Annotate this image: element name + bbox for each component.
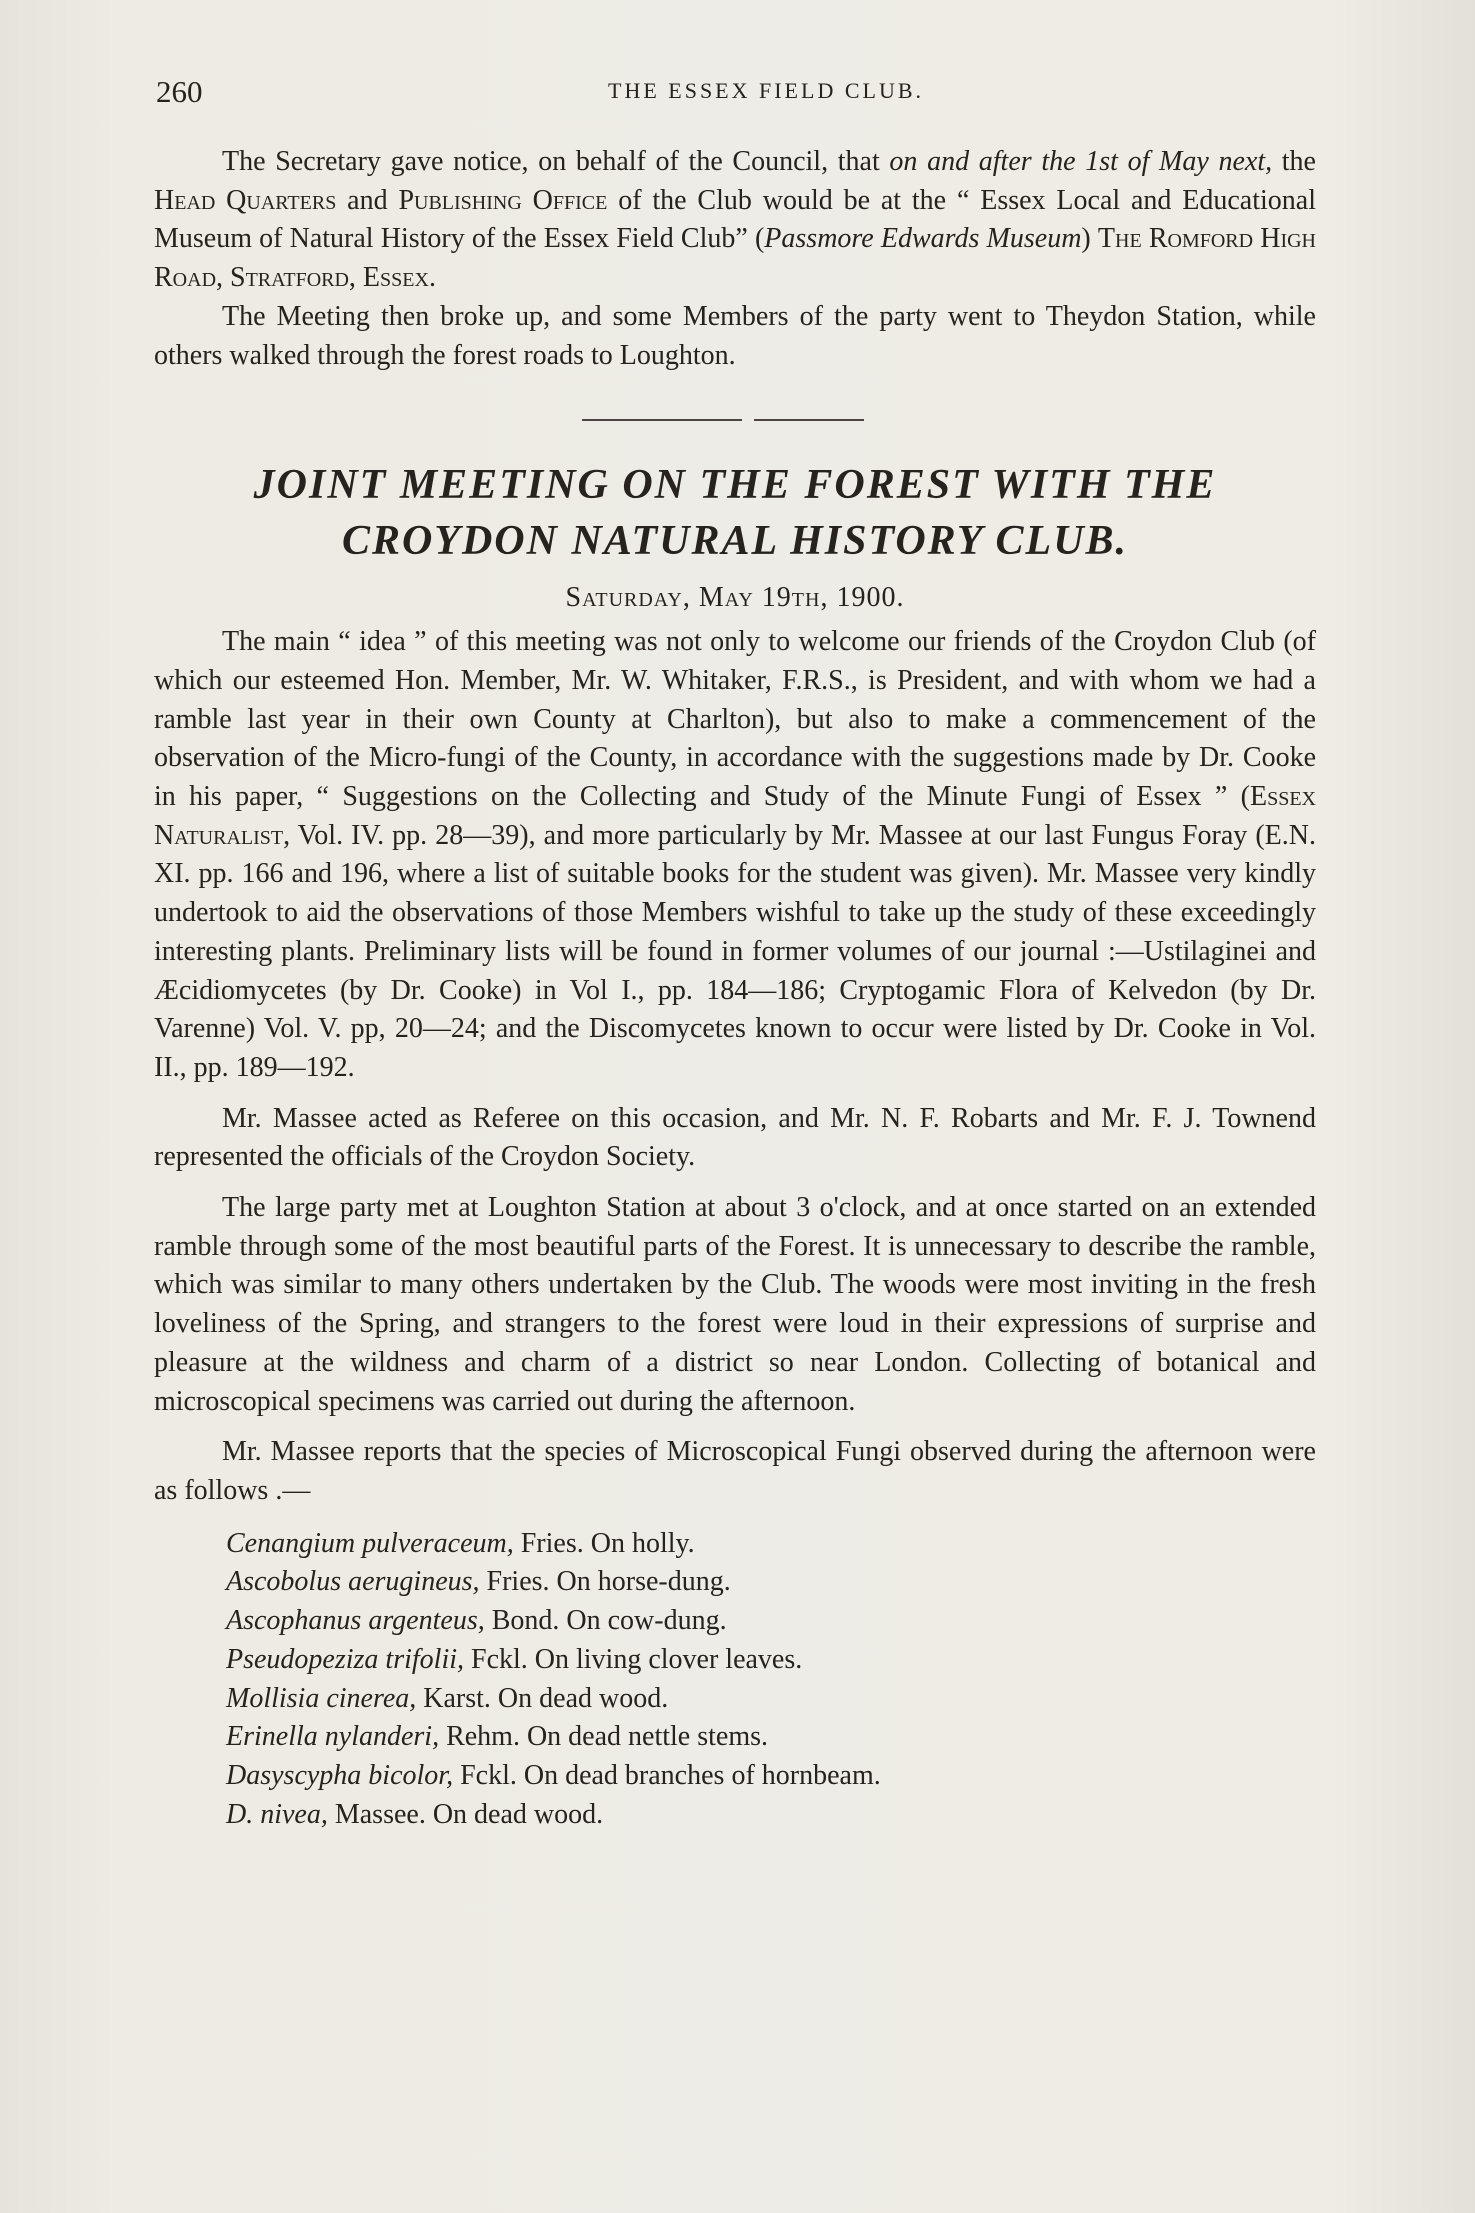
species-name: Pseudopeziza trifolii, bbox=[226, 1643, 464, 1675]
species-item bbox=[226, 1757, 1316, 1796]
section-title-line-2: CROYDON NATURAL HISTORY CLUB. bbox=[341, 518, 1129, 565]
species-detail: Fckl. On living clover leaves. bbox=[464, 1643, 803, 1675]
small-caps-span: The Romford High Road, Stratford, Essex. bbox=[154, 223, 1316, 294]
species-item bbox=[226, 1602, 1316, 1641]
text-span: The main “ idea ” of this meeting was not only to welcome our friends of the Croydon Club (of which our esteemed Hon. Member, Mr. W. Whitaker, F.R.S., is President, and with whom we had a ramble last year in their own County at Charlton), but also to make a commencement of the observation of the Micro-fungi of the County, in accordance with the suggestions made by Dr. Cooke in his paper, “ Suggestions on the Collecting and Study of the Minute Fungi of Essex ” ( bbox=[154, 626, 1316, 813]
divider-segment bbox=[754, 419, 864, 421]
species-name: Ascobolus aerugineus, bbox=[226, 1566, 480, 1598]
paragraph-meeting-ended: The Meeting then broke up, and some Members of the party went to Theydon Station, while others walked through the forest roads to Loughton. bbox=[154, 300, 1316, 371]
species-detail: Fries. On horse-dung. bbox=[479, 1566, 731, 1598]
species-detail: Fckl. On dead branches of hornbeam. bbox=[453, 1759, 881, 1791]
species-item bbox=[226, 1525, 1316, 1564]
paragraph-notice bbox=[154, 143, 1316, 298]
species-detail: Bond. On cow-dung. bbox=[484, 1605, 727, 1637]
species-item bbox=[226, 1680, 1316, 1719]
species-detail: Karst. On dead wood. bbox=[416, 1682, 669, 1714]
species-name: Mollisia cinerea, bbox=[226, 1682, 417, 1714]
text-span: the bbox=[1272, 146, 1316, 177]
species-item bbox=[226, 1718, 1316, 1757]
paragraph-report-intro: Mr. Massee reports that the species of Microscopical Fungi observed during the afternoon were as follows .— bbox=[154, 1436, 1316, 1506]
section-divider bbox=[154, 397, 1316, 437]
running-head: THE ESSEX FIELD CLUB. bbox=[608, 78, 924, 103]
species-name: D. nivea, bbox=[226, 1798, 328, 1830]
italic-span: on and after the 1st of May next, bbox=[889, 146, 1273, 177]
species-item bbox=[226, 1641, 1316, 1680]
paragraph-ramble: The large party met at Loughton Station at about 3 o'clock, and at once started on an extended ramble through some of the most beautiful parts of the Forest. It is unnecessary to describe the ramble, which was similar to many others undertaken by the Club. The woods were most inviting in the fresh loveliness of the Spring, and strangers to the forest were loud in their expressions of surprise and pleasure at the wildness and charm of a district so near London. Collecting of botanical and microscopical specimens was carried out during the afternoon. bbox=[154, 1192, 1316, 1417]
species-name: Cenangium pulveraceum, bbox=[226, 1527, 514, 1559]
text-span: of the Club would be at the “ Essex Local and Educational Museum of Natural History of the Essex Field Club” ( bbox=[154, 184, 1316, 255]
text-span: and bbox=[336, 184, 399, 216]
section-title-line-1: JOINT MEETING ON THE FOREST WITH THE bbox=[253, 462, 1217, 509]
text-span: , Vol. IV. pp. 28—39), and more particularly by Mr. Massee at our last Fungus Foray (E.N. XI. pp. 166 and 196, where a list of suitable books for the student was given). Mr. Massee very kindly undertook to aid the observations of those Members wishful to take up the study of these exceedingly interesting plants. Preliminary lists will be found in former volumes of our journal :—Ustilaginei and Æcidiomycetes (by Dr. Cooke) in Vol I., pp. 184—186; Cryptogamic Flora of Kelvedon (by Dr. Varenne) Vol. V. pp, 20—24; and the Discomycetes known to occur were listed by Dr. Cooke in Vol. II., pp. 189—192. bbox=[154, 819, 1316, 1083]
species-detail: Massee. On dead wood. bbox=[327, 1798, 604, 1830]
divider-segment bbox=[582, 419, 742, 421]
species-name: Ascophanus argenteus, bbox=[226, 1605, 485, 1637]
small-caps-span: Publishing Office bbox=[398, 184, 608, 216]
small-caps-span: Essex Naturalist bbox=[154, 781, 1316, 851]
species-item bbox=[226, 1563, 1316, 1602]
species-list bbox=[226, 1525, 1316, 1835]
species-detail: Fries. On holly. bbox=[513, 1527, 695, 1559]
page-number: 260 bbox=[156, 74, 203, 109]
text-span: ) bbox=[1081, 223, 1098, 255]
species-item bbox=[226, 1796, 1316, 1835]
page-header bbox=[156, 74, 1316, 114]
page-body bbox=[154, 143, 1316, 1834]
species-name: Erinella nylanderi, bbox=[226, 1721, 440, 1753]
species-name: Dasyscypha bicolor, bbox=[226, 1759, 454, 1791]
section-title bbox=[154, 457, 1316, 569]
text-span: The Secretary gave notice, on behalf of the Council, that bbox=[222, 146, 890, 177]
section-date: Saturday, May 19th, 1900. bbox=[565, 582, 905, 614]
small-caps-span: Head Quarters bbox=[154, 184, 337, 216]
species-detail: Rehm. On dead nettle stems. bbox=[439, 1721, 769, 1753]
paragraph-main-idea bbox=[154, 623, 1316, 1087]
paragraph-referee: Mr. Massee acted as Referee on this occasion, and Mr. N. F. Robarts and Mr. F. J. Townend represented the officials of the Croydon Society. bbox=[154, 1102, 1316, 1173]
italic-span: Passmore Edwards Museum bbox=[764, 223, 1082, 255]
